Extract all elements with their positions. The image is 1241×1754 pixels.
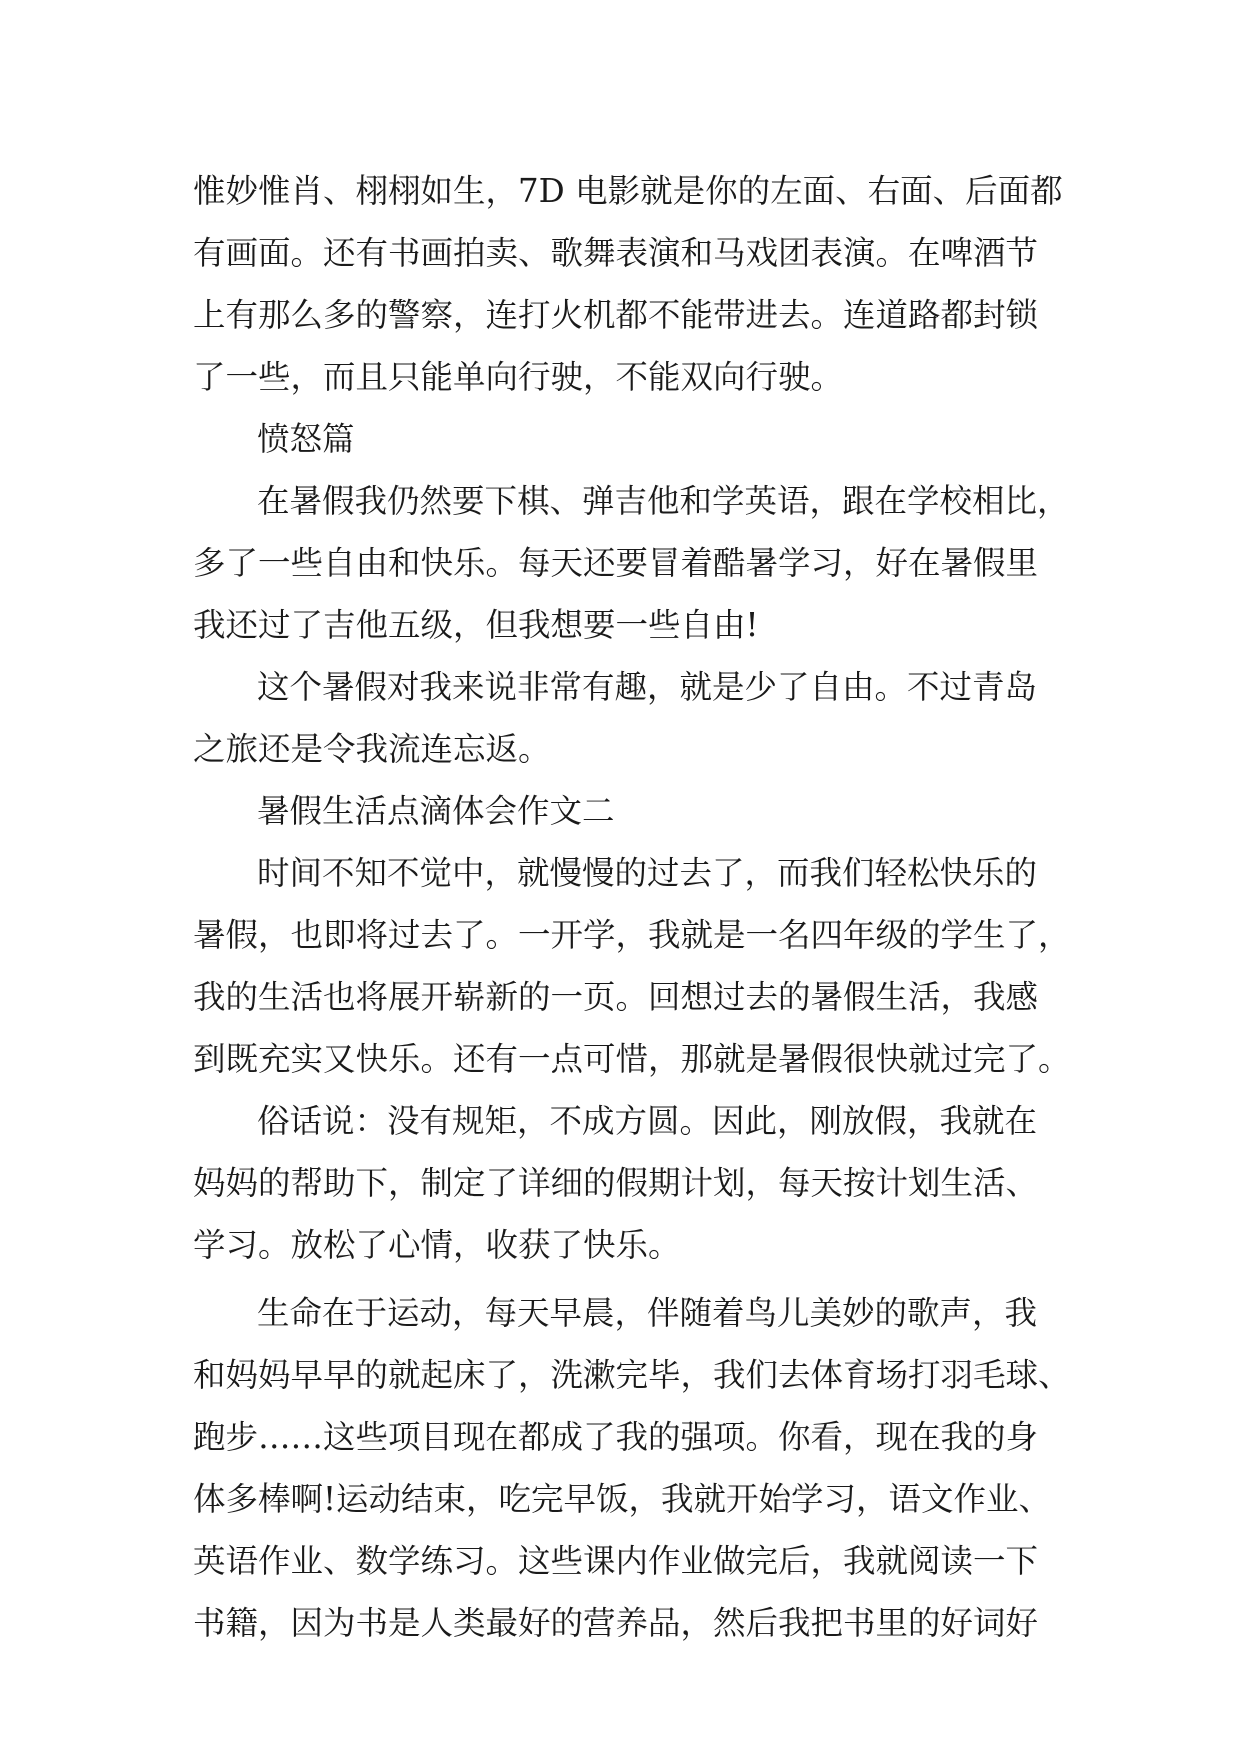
text-line: 我的生活也将展开崭新的一页。回想过去的暑假生活，我感	[193, 978, 1039, 1016]
paragraph-start-line: 俗话说：没有规矩，不成方圆。因此，刚放假，我就在	[257, 1102, 1038, 1140]
document-body	[193, 160, 1073, 1654]
text-line: 惟妙惟肖、栩栩如生，7D 电影就是你的左面、右面、后面都	[193, 172, 1063, 210]
text-line: 上有那么多的警察，连打火机都不能带进去。连道路都封锁	[193, 296, 1039, 334]
text-line: 之旅还是令我流连忘返。	[193, 730, 551, 768]
text-line: 书籍，因为书是人类最好的营养品，然后我把书里的好词好	[193, 1604, 1039, 1642]
paragraph-start-line: 时间不知不觉中，就慢慢的过去了，而我们轻松快乐的	[257, 854, 1038, 892]
text-line: 跑步……这些项目现在都成了我的强项。你看，现在我的身	[193, 1418, 1039, 1456]
text-line: 多了一些自由和快乐。每天还要冒着酷暑学习，好在暑假里	[193, 544, 1039, 582]
text-line: 我还过了吉他五级，但我想要一些自由!	[193, 606, 759, 644]
text-line: 有画面。还有书画拍卖、歌舞表演和马戏团表演。在啤酒节	[193, 234, 1039, 272]
paragraph-start-line: 在暑假我仍然要下棋、弹吉他和学英语，跟在学校相比，	[257, 482, 1070, 520]
section-heading: 愤怒篇	[257, 420, 355, 458]
text-line: 和妈妈早早的就起床了，洗漱完毕，我们去体育场打羽毛球、	[193, 1356, 1071, 1394]
paragraph-start-line: 生命在于运动，每天早晨，伴随着鸟儿美妙的歌声，我	[257, 1294, 1038, 1332]
paragraph-start-line: 这个暑假对我来说非常有趣，就是少了自由。不过青岛	[257, 668, 1038, 706]
text-line: 英语作业、数学练习。这些课内作业做完后，我就阅读一下	[193, 1542, 1039, 1580]
text-line: 暑假，也即将过去了。一开学，我就是一名四年级的学生了，	[193, 916, 1071, 954]
section-heading: 暑假生活点滴体会作文二	[257, 792, 615, 830]
text-line: 体多棒啊!运动结束，吃完早饭，我就开始学习，语文作业、	[193, 1480, 1052, 1518]
text-line: 了一些，而且只能单向行驶，不能双向行驶。	[193, 358, 844, 396]
text-line: 到既充实又快乐。还有一点可惜，那就是暑假很快就过完了。	[193, 1040, 1071, 1078]
text-line: 妈妈的帮助下，制定了详细的假期计划，每天按计划生活、	[193, 1164, 1039, 1202]
text-line: 学习。放松了心情，收获了快乐。	[193, 1226, 681, 1264]
